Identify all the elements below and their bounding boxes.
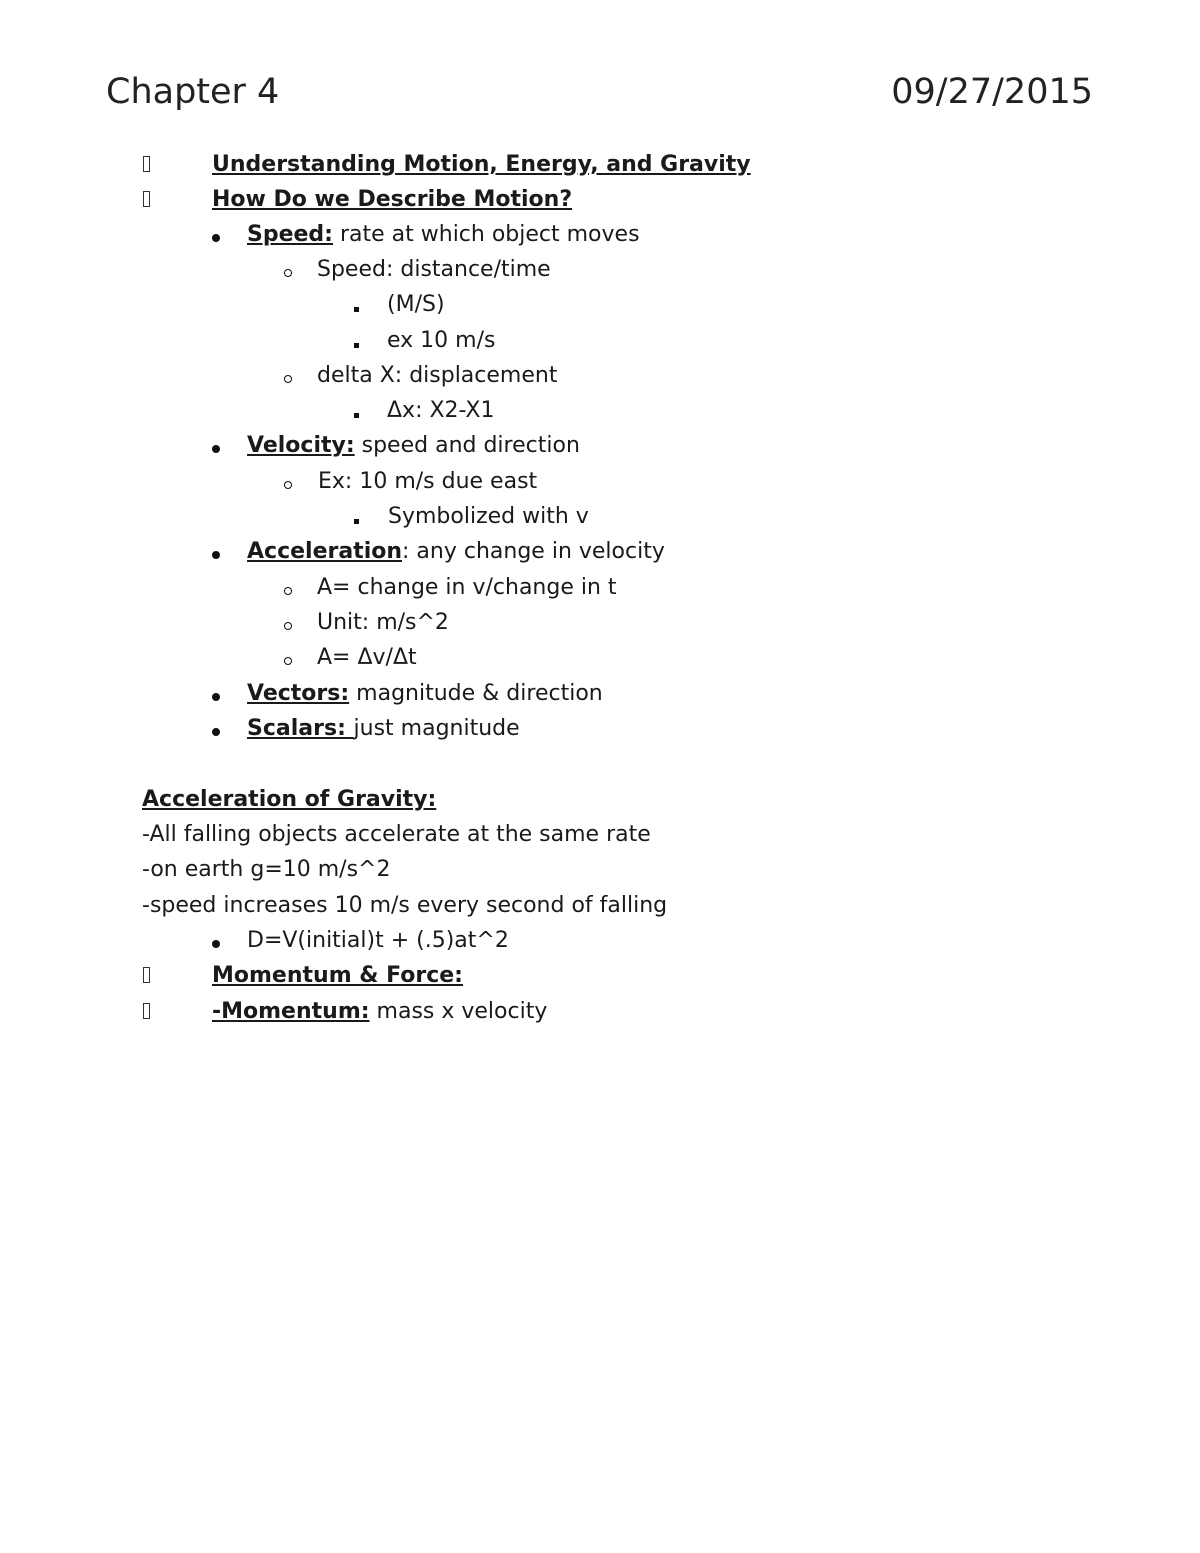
note-speed-formula: Speed: distance/time <box>317 257 551 282</box>
page-date: 09/27/2015 <box>891 72 1093 112</box>
page-title: Chapter 4 <box>106 72 280 112</box>
square-bullet-icon <box>354 503 359 531</box>
dot-bullet-icon <box>212 680 220 708</box>
box-bullet-icon <box>143 998 150 1026</box>
box-bullet-icon <box>143 962 150 990</box>
circle-bullet-icon <box>284 256 292 284</box>
note-velocity-example: Ex: 10 m/s due east <box>318 469 538 494</box>
dot-bullet-icon <box>212 715 220 743</box>
note-vectors: Vectors: magnitude & direction <box>247 681 603 706</box>
note-scalars: Scalars: just magnitude <box>247 716 520 741</box>
note-velocity: Velocity: speed and direction <box>247 433 580 458</box>
circle-bullet-icon <box>284 362 292 390</box>
heading-acceleration-of-gravity: Acceleration of Gravity: <box>142 787 437 812</box>
dot-bullet-icon <box>212 538 220 566</box>
box-bullet-icon <box>143 186 150 214</box>
note-acceleration: Acceleration: any change in velocity <box>247 539 665 564</box>
note-earth-gravity: -on earth g=10 m/s^2 <box>142 857 391 882</box>
note-velocity-symbol: Symbolized with v <box>388 504 589 529</box>
circle-bullet-icon <box>284 609 292 637</box>
circle-bullet-icon <box>284 644 292 672</box>
heading-momentum-force: Momentum & Force: <box>212 963 463 988</box>
note-speed-example: ex 10 m/s <box>387 328 496 353</box>
square-bullet-icon <box>354 291 359 319</box>
dot-bullet-icon <box>212 432 220 460</box>
note-speed-increase: -speed increases 10 m/s every second of falling <box>142 893 668 918</box>
dot-bullet-icon <box>212 927 220 955</box>
note-speed: Speed: rate at which object moves <box>247 222 640 247</box>
heading-describe-motion: How Do we Describe Motion? <box>212 187 573 212</box>
heading-understanding-motion: Understanding Motion, Energy, and Gravity <box>212 152 751 177</box>
circle-bullet-icon <box>284 574 292 602</box>
dot-bullet-icon <box>212 221 220 249</box>
note-distance-formula: D=V(initial)t + (.5)at^2 <box>247 928 509 953</box>
square-bullet-icon <box>354 397 359 425</box>
circle-bullet-icon <box>284 468 292 496</box>
square-bullet-icon <box>354 327 359 355</box>
note-delta-x-formula: Δx: X2-X1 <box>387 398 495 423</box>
note-momentum: -Momentum: mass x velocity <box>212 999 548 1024</box>
note-delta-x: delta X: displacement <box>317 363 558 388</box>
note-acceleration-delta: A= Δv/Δt <box>317 645 417 670</box>
box-bullet-icon <box>143 151 150 179</box>
note-speed-unit: (M/S) <box>387 292 445 317</box>
note-acceleration-unit: Unit: m/s^2 <box>317 610 449 635</box>
note-acceleration-formula: A= change in v/change in t <box>317 575 617 600</box>
note-falling-objects: -All falling objects accelerate at the same rate <box>142 822 651 847</box>
